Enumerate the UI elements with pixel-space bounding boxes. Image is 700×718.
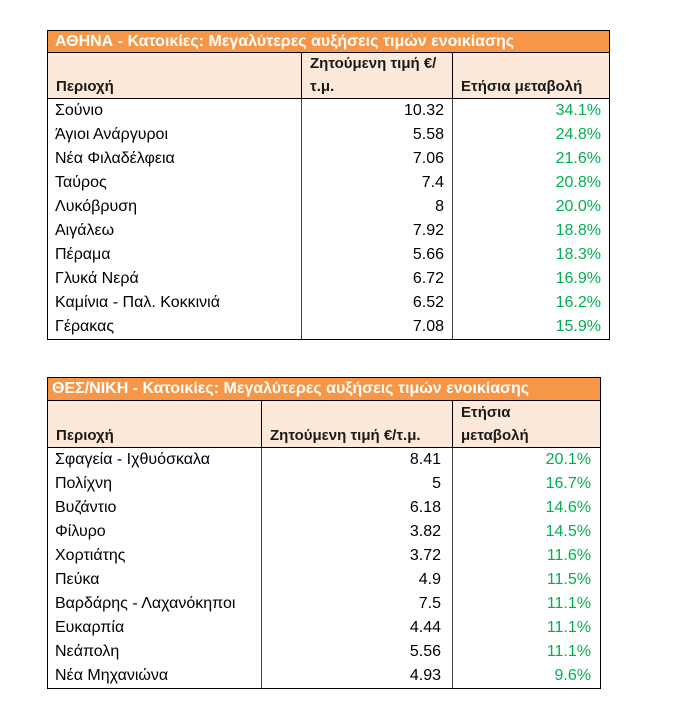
price-cell: 8 [302, 195, 453, 219]
price-cell: 6.52 [302, 291, 453, 315]
table-title: ΑΘΗΝΑ - Κατοικίες: Μεγαλύτερες αυξήσεις τιμών ενοικίασης [48, 31, 609, 53]
table-header-row [48, 401, 600, 448]
price-cell: 10.32 [302, 99, 453, 123]
table-row [48, 640, 600, 664]
table-row [48, 243, 609, 267]
price-cell: 6.18 [262, 496, 453, 520]
area-cell: Ταύρος [48, 171, 302, 195]
area-cell: Πολίχνη [48, 472, 262, 496]
change-cell: 20.1% [545, 451, 591, 468]
area-cell: Νεάπολη [48, 640, 262, 664]
area-cell: Σούνιο [48, 99, 302, 123]
price-cell: 7.08 [302, 315, 453, 339]
table-row [48, 195, 609, 219]
change-cell: 18.3% [555, 246, 601, 263]
price-cell: 5.56 [262, 640, 453, 664]
table-row [48, 496, 600, 520]
area-cell: Ευκαρπία [48, 616, 262, 640]
change-cell: 20.0% [555, 198, 601, 215]
price-cell: 7.4 [302, 171, 453, 195]
table-row [48, 219, 609, 243]
price-cell: 4.44 [262, 616, 453, 640]
area-cell: Γλυκά Νερά [48, 267, 302, 291]
table-title: ΘΕΣ/ΝΙΚΗ - Κατοικίες: Μεγαλύτερες αυξήσεις τιμών ενοικίασης [48, 378, 600, 401]
area-cell: Νέα Μηχανιώνα [48, 664, 262, 688]
change-cell: 14.5% [545, 523, 591, 540]
table-row [48, 520, 600, 544]
table-row [48, 568, 600, 592]
price-cell: 5.58 [302, 123, 453, 147]
table-row [48, 267, 609, 291]
table-row [48, 123, 609, 147]
price-cell: 3.72 [262, 544, 453, 568]
column-header-area: Περιοχή [48, 401, 262, 447]
column-header-price: Ζητούμενη τιμή €/τ.μ. [262, 401, 453, 447]
area-cell: Βαρδάρης - Λαχανόκηποι [48, 592, 262, 616]
price-cell: 7.5 [262, 592, 453, 616]
area-cell: Βυζάντιο [48, 496, 262, 520]
column-header-area: Περιοχή [48, 53, 302, 98]
change-cell: 11.6% [546, 547, 591, 564]
table-row [48, 315, 609, 339]
athens-rent-table [47, 30, 610, 340]
area-cell: Πέραμα [48, 243, 302, 267]
area-cell: Καμίνια - Παλ. Κοκκινιά [48, 291, 302, 315]
table-row [48, 99, 609, 123]
table-row [48, 291, 609, 315]
change-cell: 11.5% [546, 571, 591, 588]
table-row [48, 472, 600, 496]
change-cell: 16.2% [555, 294, 601, 311]
price-cell: 4.93 [262, 664, 453, 688]
price-cell: 4.9 [262, 568, 453, 592]
price-cell: 5 [262, 472, 453, 496]
change-cell: 34.1% [555, 102, 601, 119]
area-cell: Πεύκα [48, 568, 262, 592]
area-cell: Φίλυρο [48, 520, 262, 544]
column-header-price: Ζητούμενη τιμή €/τ.μ. [302, 53, 453, 98]
table-row [48, 616, 600, 640]
table-row [48, 448, 600, 472]
price-cell: 8.41 [262, 448, 453, 472]
area-cell: Γέρακας [48, 315, 302, 339]
price-cell: 5.66 [302, 243, 453, 267]
area-cell: Νέα Φιλαδέλφεια [48, 147, 302, 171]
table-row [48, 171, 609, 195]
area-cell: Λυκόβρυση [48, 195, 302, 219]
column-header-change: Ετήσια μεταβολή [461, 404, 529, 444]
change-cell: 15.9% [555, 318, 601, 335]
column-header-change: Ετήσια μεταβολή [461, 78, 583, 95]
table-body [48, 99, 609, 339]
change-cell: 18.8% [555, 222, 601, 239]
change-cell: 16.7% [545, 475, 591, 492]
change-cell: 11.1% [546, 595, 591, 612]
area-cell: Αιγάλεω [48, 219, 302, 243]
table-row [48, 592, 600, 616]
thessaloniki-rent-table [47, 377, 601, 689]
price-cell: 3.82 [262, 520, 453, 544]
change-cell: 11.1% [546, 619, 591, 636]
price-cell: 7.06 [302, 147, 453, 171]
table-header-row [48, 53, 609, 99]
table-row [48, 147, 609, 171]
table-row [48, 544, 600, 568]
table-body [48, 448, 600, 688]
area-cell: Σφαγεία - Ιχθυόσκαλα [48, 448, 262, 472]
change-cell: 9.6% [554, 667, 591, 684]
area-cell: Άγιοι Ανάργυροι [48, 123, 302, 147]
area-cell: Χορτιάτης [48, 544, 262, 568]
change-cell: 11.1% [546, 643, 591, 660]
price-cell: 7.92 [302, 219, 453, 243]
table-row [48, 664, 600, 688]
change-cell: 24.8% [555, 126, 601, 143]
change-cell: 20.8% [555, 174, 601, 191]
price-cell: 6.72 [302, 267, 453, 291]
change-cell: 14.6% [545, 499, 591, 516]
change-cell: 16.9% [555, 270, 601, 287]
change-cell: 21.6% [555, 150, 601, 167]
